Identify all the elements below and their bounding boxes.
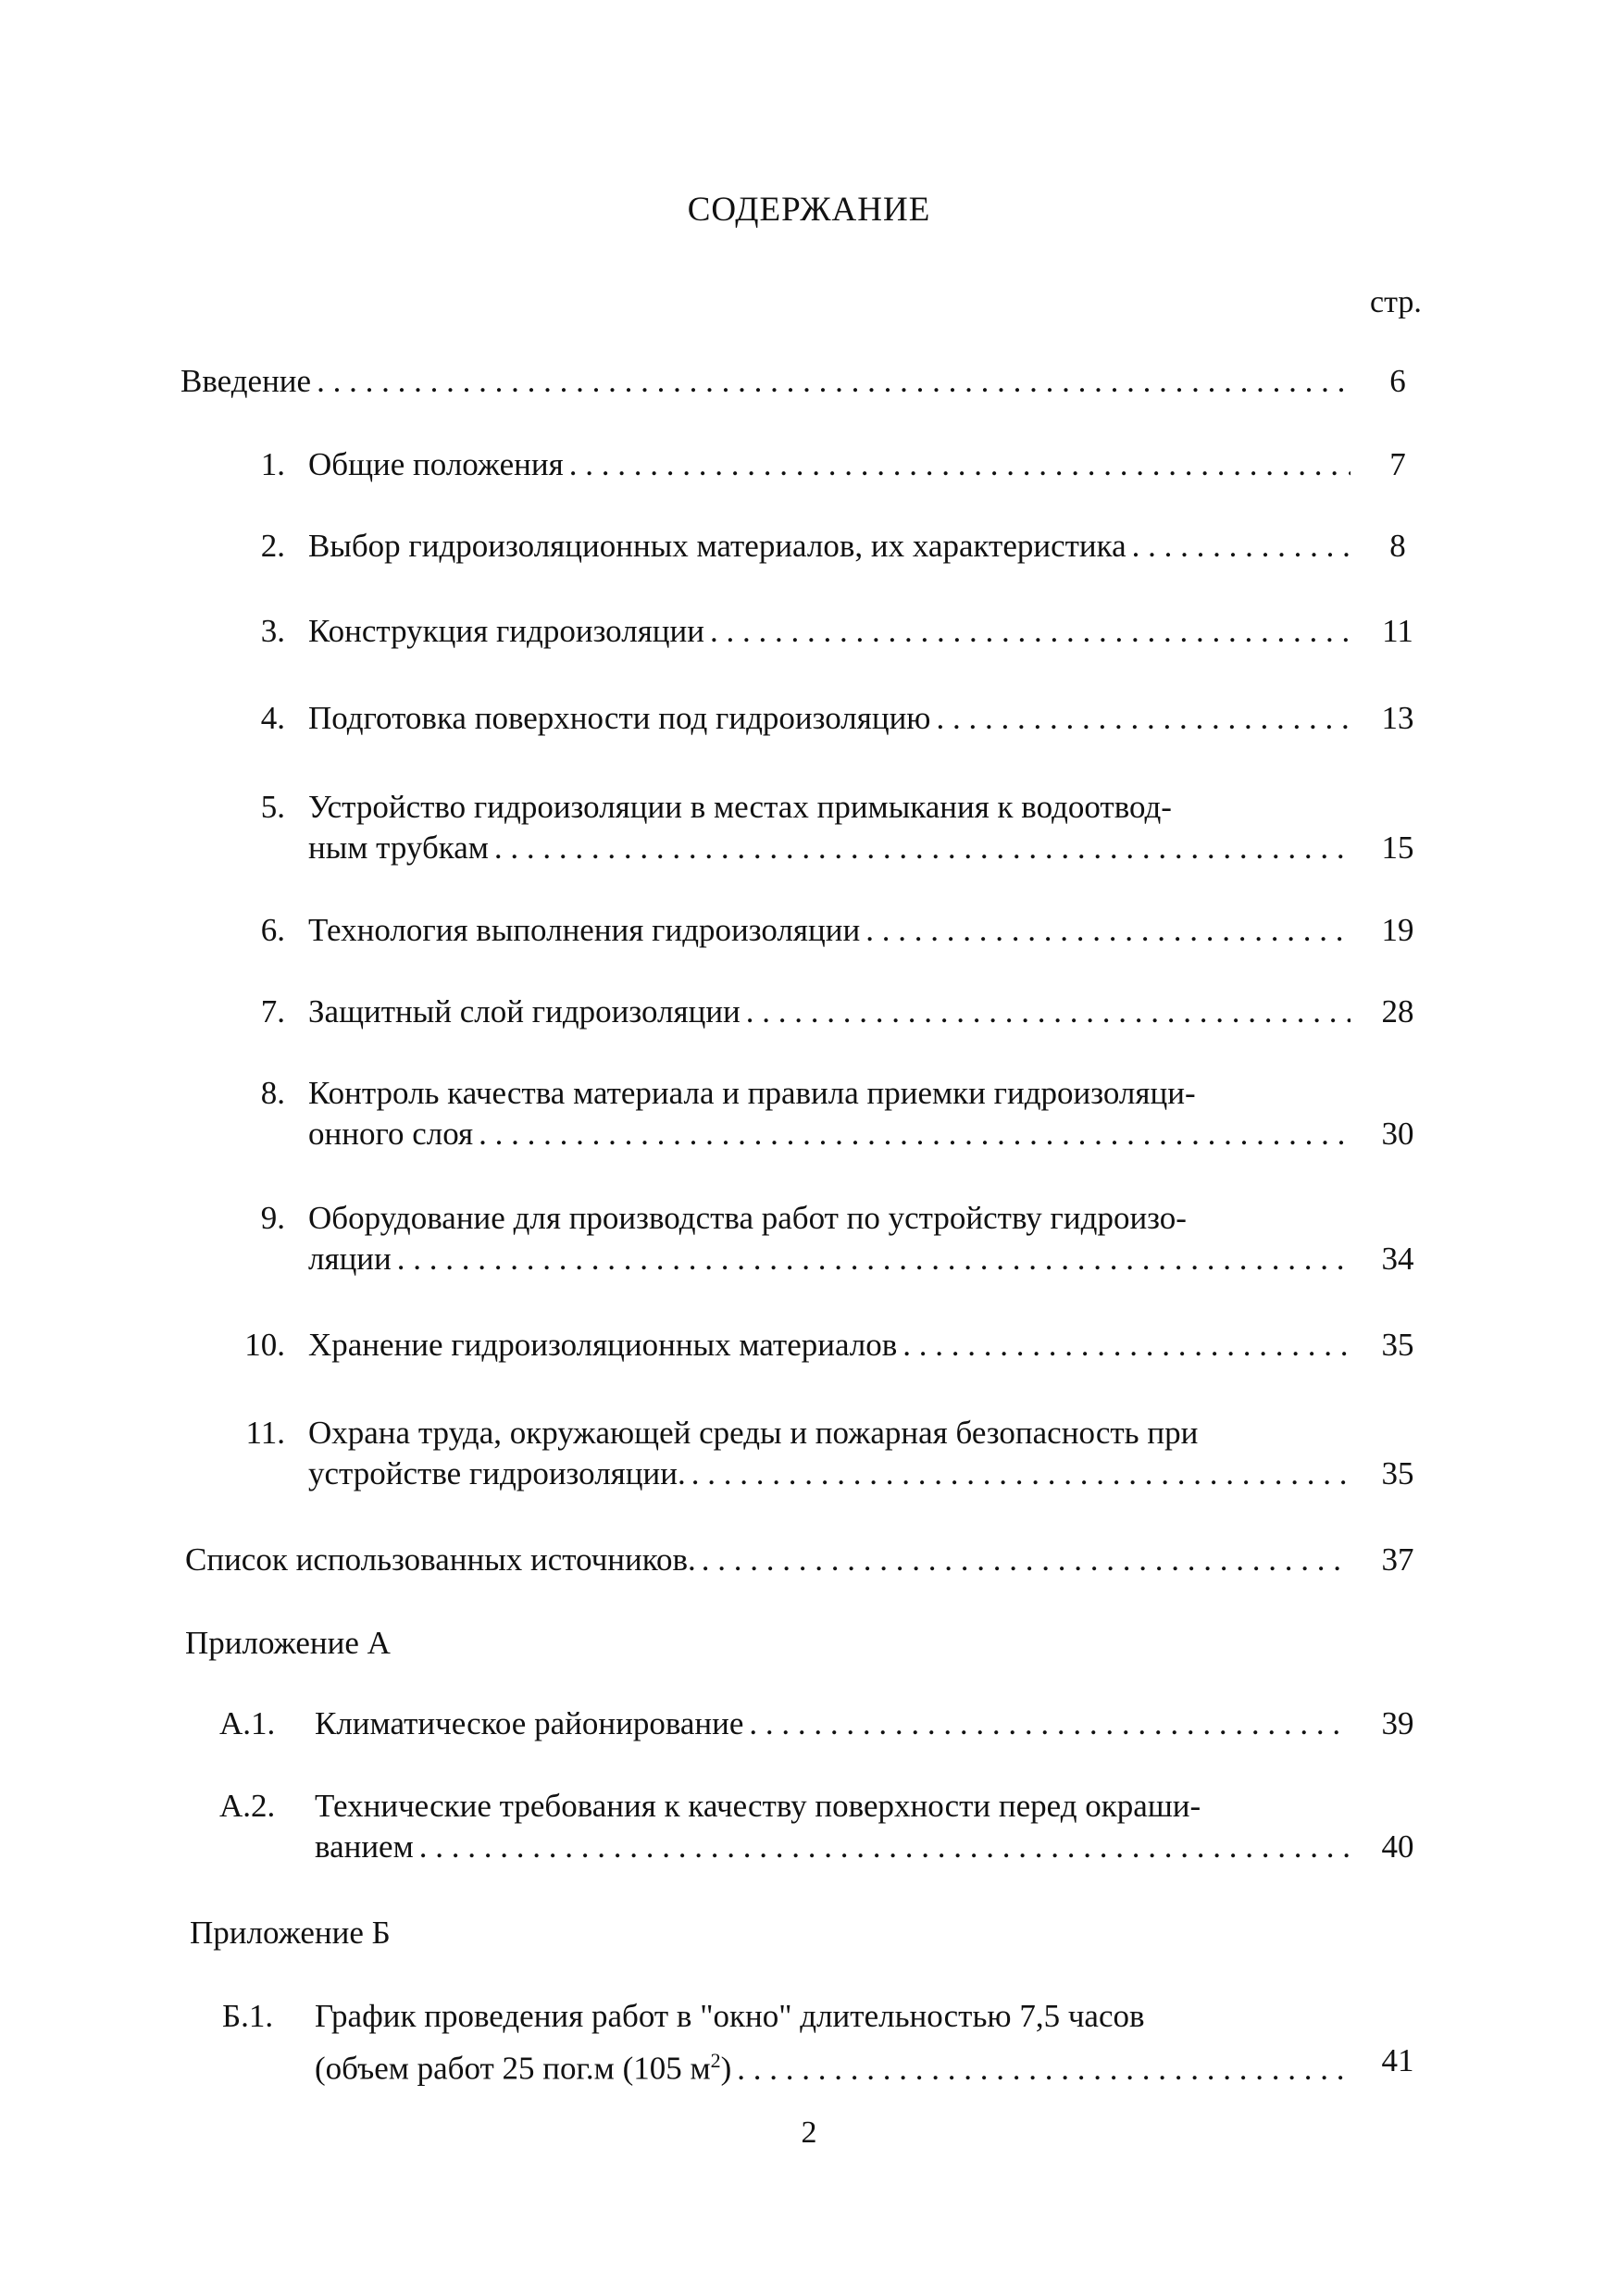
toc-entry-label: Климатическое районирование xyxy=(315,1705,744,1741)
appendix-a-heading[interactable]: Приложение А xyxy=(185,1625,391,1661)
toc-entry-introduction[interactable] xyxy=(180,363,1356,400)
toc-entry-label-line1: Оборудование для производства работ по устройству гидроизо- xyxy=(308,1200,1187,1236)
toc-entry-number: 1. xyxy=(260,446,285,482)
toc-entry-8[interactable] xyxy=(308,1116,1356,1153)
toc-entry-6[interactable] xyxy=(308,912,1356,949)
dot-leader xyxy=(749,1705,1350,1742)
toc-entry-references[interactable] xyxy=(185,1541,1356,1578)
toc-entry-4[interactable] xyxy=(308,700,1356,737)
dot-leader xyxy=(936,700,1350,737)
dot-leader xyxy=(737,2051,1350,2088)
toc-entry-label xyxy=(315,2042,731,2088)
toc-entry-number: А.2. xyxy=(219,1788,276,1824)
toc-entry-7[interactable] xyxy=(308,993,1356,1030)
dot-leader xyxy=(479,1116,1350,1153)
toc-entry-10[interactable] xyxy=(308,1327,1356,1364)
dot-leader xyxy=(865,912,1350,949)
dot-leader xyxy=(1132,528,1350,565)
toc-entry-label: устройстве гидроизоляции. xyxy=(308,1455,686,1491)
toc-entry-label-line1: График проведения работ в "окно" длительностью 7,5 часов xyxy=(315,1998,1145,2034)
page-title: СОДЕРЖАНИЕ xyxy=(687,191,931,229)
toc-entry-label: Хранение гидроизоляционных материалов xyxy=(308,1327,898,1363)
toc-entry-label-line1: Охрана труда, окружающей среды и пожарная безопасность при xyxy=(308,1415,1199,1451)
toc-entry-page: 28 xyxy=(1381,993,1414,1029)
toc-entry-page: 11 xyxy=(1382,613,1413,649)
dot-leader xyxy=(710,613,1350,650)
toc-entry-label: ным трубкам xyxy=(308,830,489,866)
toc-entry-page: 15 xyxy=(1381,830,1414,866)
toc-entry-label-line1: Устройство гидроизоляции в местах примыкания к водоотвод- xyxy=(308,789,1172,825)
toc-entry-page: 35 xyxy=(1381,1327,1414,1363)
toc-entry-number: 9. xyxy=(260,1200,285,1236)
toc-entry-number: Б.1. xyxy=(222,1998,274,2034)
toc-entry-page: 37 xyxy=(1381,1541,1414,1578)
toc-entry-label: Общие положения xyxy=(308,446,564,482)
dot-leader xyxy=(746,993,1350,1030)
toc-entry-a2[interactable] xyxy=(315,1828,1356,1866)
toc-entry-number: 10. xyxy=(244,1327,285,1363)
superscript: 2 xyxy=(710,2049,721,2072)
toc-entry-1[interactable] xyxy=(308,446,1356,483)
toc-entry-page: 40 xyxy=(1381,1828,1414,1865)
dot-leader xyxy=(317,363,1350,400)
toc-entry-11[interactable] xyxy=(308,1455,1356,1492)
toc-entry-a1[interactable] xyxy=(315,1705,1356,1742)
toc-entry-page: 35 xyxy=(1381,1455,1414,1491)
toc-entry-3[interactable] xyxy=(308,613,1356,650)
toc-entry-number: 11. xyxy=(245,1415,285,1451)
toc-entry-label: Выбор гидроизоляционных материалов, их характеристика xyxy=(308,528,1126,564)
toc-entry-label: онного слоя xyxy=(308,1116,474,1152)
toc-entry-number: 5. xyxy=(260,789,285,825)
toc-entry-page: 41 xyxy=(1381,2042,1414,2078)
toc-entry-label-text: (объем работ 25 пог.м (105 м xyxy=(315,2050,711,2087)
toc-entry-page: 7 xyxy=(1389,446,1406,482)
footer-page-number: 2 xyxy=(801,2115,817,2150)
dot-leader xyxy=(494,830,1350,867)
toc-entry-label: Подготовка поверхности под гидроизоляцию xyxy=(308,700,931,736)
toc-entry-9[interactable] xyxy=(308,1241,1356,1278)
toc-entry-number: А.1. xyxy=(219,1705,276,1741)
toc-entry-label: Введение xyxy=(180,363,312,399)
dot-leader xyxy=(419,1828,1350,1866)
toc-entry-label-line1: Технические требования к качеству поверхности перед окраши- xyxy=(315,1788,1201,1824)
toc-entry-2[interactable] xyxy=(308,528,1356,565)
toc-entry-label-tail: ) xyxy=(720,2050,732,2087)
dot-leader xyxy=(691,1455,1350,1492)
toc-entry-page: 30 xyxy=(1381,1116,1414,1152)
toc-entry-page: 8 xyxy=(1389,528,1406,564)
toc-entry-5[interactable] xyxy=(308,830,1356,867)
dot-leader xyxy=(702,1541,1350,1578)
toc-entry-page: 19 xyxy=(1381,912,1414,948)
toc-entry-number: 3. xyxy=(260,613,285,649)
toc-entry-label: Список использованных источников. xyxy=(185,1541,696,1578)
dot-leader xyxy=(902,1327,1350,1364)
page-column-label: стр. xyxy=(1370,285,1422,319)
toc-entry-label: ванием xyxy=(315,1828,414,1865)
toc-entry-page: 13 xyxy=(1381,700,1414,736)
toc-entry-page: 39 xyxy=(1381,1705,1414,1741)
toc-entry-label: ляции xyxy=(308,1241,392,1277)
toc-entry-number: 2. xyxy=(260,528,285,564)
dot-leader xyxy=(397,1241,1350,1278)
toc-entry-number: 8. xyxy=(260,1075,285,1111)
toc-entry-label: Конструкция гидроизоляции xyxy=(308,613,704,649)
toc-entry-label: Технология выполнения гидроизоляции xyxy=(308,912,861,948)
dot-leader xyxy=(569,446,1350,483)
toc-entry-number: 4. xyxy=(260,700,285,736)
toc-entry-page: 34 xyxy=(1381,1241,1414,1277)
toc-entry-page: 6 xyxy=(1389,363,1406,399)
toc-entry-b1[interactable] xyxy=(315,2042,1356,2088)
toc-entry-number: 7. xyxy=(260,993,285,1029)
appendix-b-heading[interactable]: Приложение Б xyxy=(190,1915,391,1951)
toc-entry-label-line1: Контроль качества материала и правила приемки гидроизоляци- xyxy=(308,1075,1196,1111)
toc-entry-label: Защитный слой гидроизоляции xyxy=(308,993,741,1029)
toc-entry-number: 6. xyxy=(260,912,285,948)
